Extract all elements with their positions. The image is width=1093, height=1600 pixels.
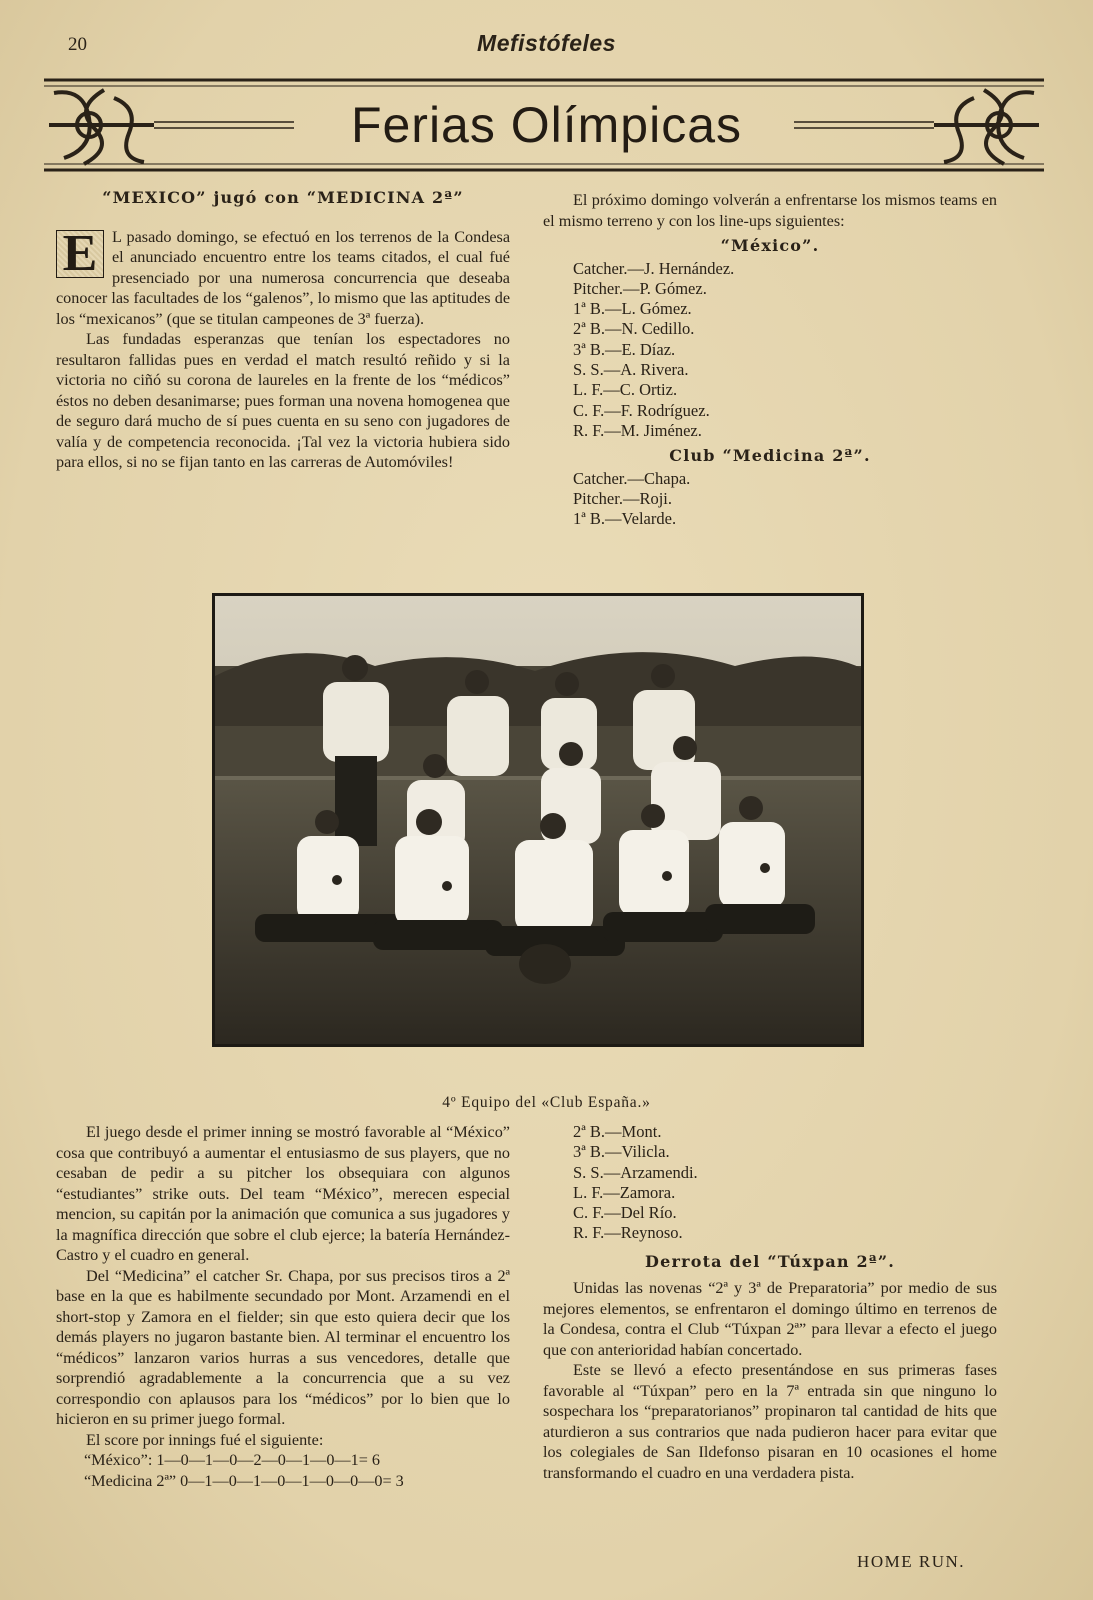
magazine-title: Mefistófeles [477,30,616,56]
lineup-medicina-part2 [543,1122,997,1244]
lineup-item: R. F.—M. Jiménez. [573,420,702,440]
article-paragraph: Este se llevó a efecto presentándose en sus primeras fases favorable al “Túxpan” pero en la 7ª entrada sin que ninguno lo sospechara los “preparatorianos” propinaron tal cantidad de hits que aturdieron a sus contrarios que nada pudieron hacer para evitar que los colegiales de San Ildefonso pisaran en 10 ocasiones el home transformando el cuadro en una verdadera pista. [543,1361,997,1482]
lineup-item: L. F.—C. Ortiz. [573,380,678,400]
article-paragraph: Unidas las novenas “2ª y 3ª de Preparatoria” por medio de sus mejores elementos, se enfrentaron el domingo último en terrenos de la Condesa, contra el Club “Túxpan 2ª” para llevar a efecto el juego que con anterioridad habían concertado. [543,1279,997,1359]
article-headline: “MEXICO” jugó con “MEDICINA 2ª” [102,188,464,207]
article-left-bottom [56,1122,510,1491]
author-signature: HOME RUN. [857,1552,965,1571]
article-paragraph: E L pasado domingo, se efectuó en los terrenos de la Condesa el anunciado encuentro entre los teams citados, el cual fué presenciado por una numerosa concurrencia que deseaba conocer las facultades de los “galenos”, lo mismo que las aptitudes de los “mexicanos” (que se titulan campeones de 3ª fuerza). [56,224,510,328]
lineup-item: S. S.—A. Rivera. [573,359,689,379]
lineup-item: 2ª B.—Mont. [573,1122,662,1141]
page-number: 20 [68,34,87,55]
lineup-item: Pitcher.—Roji. [573,488,672,508]
lineup-item: 1ª B.—L. Gómez. [573,299,692,319]
section-title: Ferias Olímpicas [350,97,743,153]
lineup-item: 1ª B.—Velarde. [573,509,677,529]
dropcap-letter: E [56,230,104,278]
team-name-medicina: Club “Medicina 2ª”. [669,446,871,466]
lineup-item: R. F.—Reynoso. [573,1223,683,1243]
article-left-top [56,188,510,473]
lineup-item: L. F.—Zamora. [573,1182,676,1202]
lineup-item: C. F.—F. Rodríguez. [573,400,710,420]
lineup-item: C. F.—Del Río. [573,1203,677,1223]
score-mexico: “México”: 1—0—1—0—2—0—1—0—1= 6 [84,1451,380,1469]
article2-headline: Derrota del “Túxpan 2ª”. [645,1251,895,1271]
score-intro: El score por innings fué el siguiente: [86,1430,324,1449]
lineup-item: Catcher.—Chapa. [573,468,691,488]
team-name-mexico: “México”. [720,236,820,255]
lineup-item: 3ª B.—E. Díaz. [573,339,676,359]
lineup-medicina-part1 [543,469,997,530]
lineup-item: 2ª B.—N. Cedillo. [573,319,695,339]
lineup-mexico [543,259,997,442]
lineup-item: 3ª B.—Vilicla. [573,1142,670,1162]
article-right-bottom [543,1122,997,1483]
score-medicina: “Medicina 2ª” 0—1—0—1—0—1—0—0—0= 3 [84,1471,404,1490]
lineup-item: S. S.—Arzamendi. [573,1162,698,1182]
article-paragraph: Las fundadas esperanzas que tenían los espectadores no resultaron fallidas pues en verdad el match resultó reñido y si la victoria no ciñó su corona de laureles en la frente de los “médicos” éstos no deben desanimarse; pues forman una novena homogenea que de seguro dará mucho de sí pues cuenta en su seno con jugadores de valía y de competencia reconocida. ¡Tal vez la victoria hubiera sido para ellos, si no se fijan tanto en las carreras de Automóviles! [56,330,510,471]
team-photo-image [215,596,861,1044]
team-photograph [212,593,864,1047]
lineup-item: Pitcher.—P. Gómez. [573,278,707,298]
lineup-item: Catcher.—J. Hernández. [573,258,735,278]
lineup-intro: El próximo domingo volverán a enfrentarse los mismos teams en el mismo terreno y con los line-ups siguientes: [543,191,997,230]
score-table [56,1450,510,1491]
photo-caption: 4º Equipo del «Club España.» [442,1094,651,1111]
article-paragraph: El juego desde el primer inning se mostró favorable al “México” cosa que contribuyó a aumentar el entusiasmo de sus players, que no cesaban de pedir a su pitcher los obsequiara con algunos “estudiantes” strike outs. Del team “México”, merecen especial mencion, su capitán por la animación que comunica a sus jugadores y la magnífica dirección que sobre el club ejerce; la batería Hernández-Castro y el cuadro en general. [56,1123,510,1264]
article-right-top [543,190,997,530]
article-paragraph: Del “Medicina” el catcher Sr. Chapa, por sus precisos tiros a 2ª base en la que es habilmente secundado por Mont. Arzamendi en el short-stop y Zamora en el fielder; sin que esto quiera decir que los demás players no jugaron bastante bien. Al terminar el encuentro los “médicos” lanzaron varios hurras a sus vencedores, detalle que sorprendió agradablemente a la concurrencia que a su vez correspondio con aplausos para los “médicos” por lo bien que lo hicieron en su primer juego formal. [56,1266,510,1428]
